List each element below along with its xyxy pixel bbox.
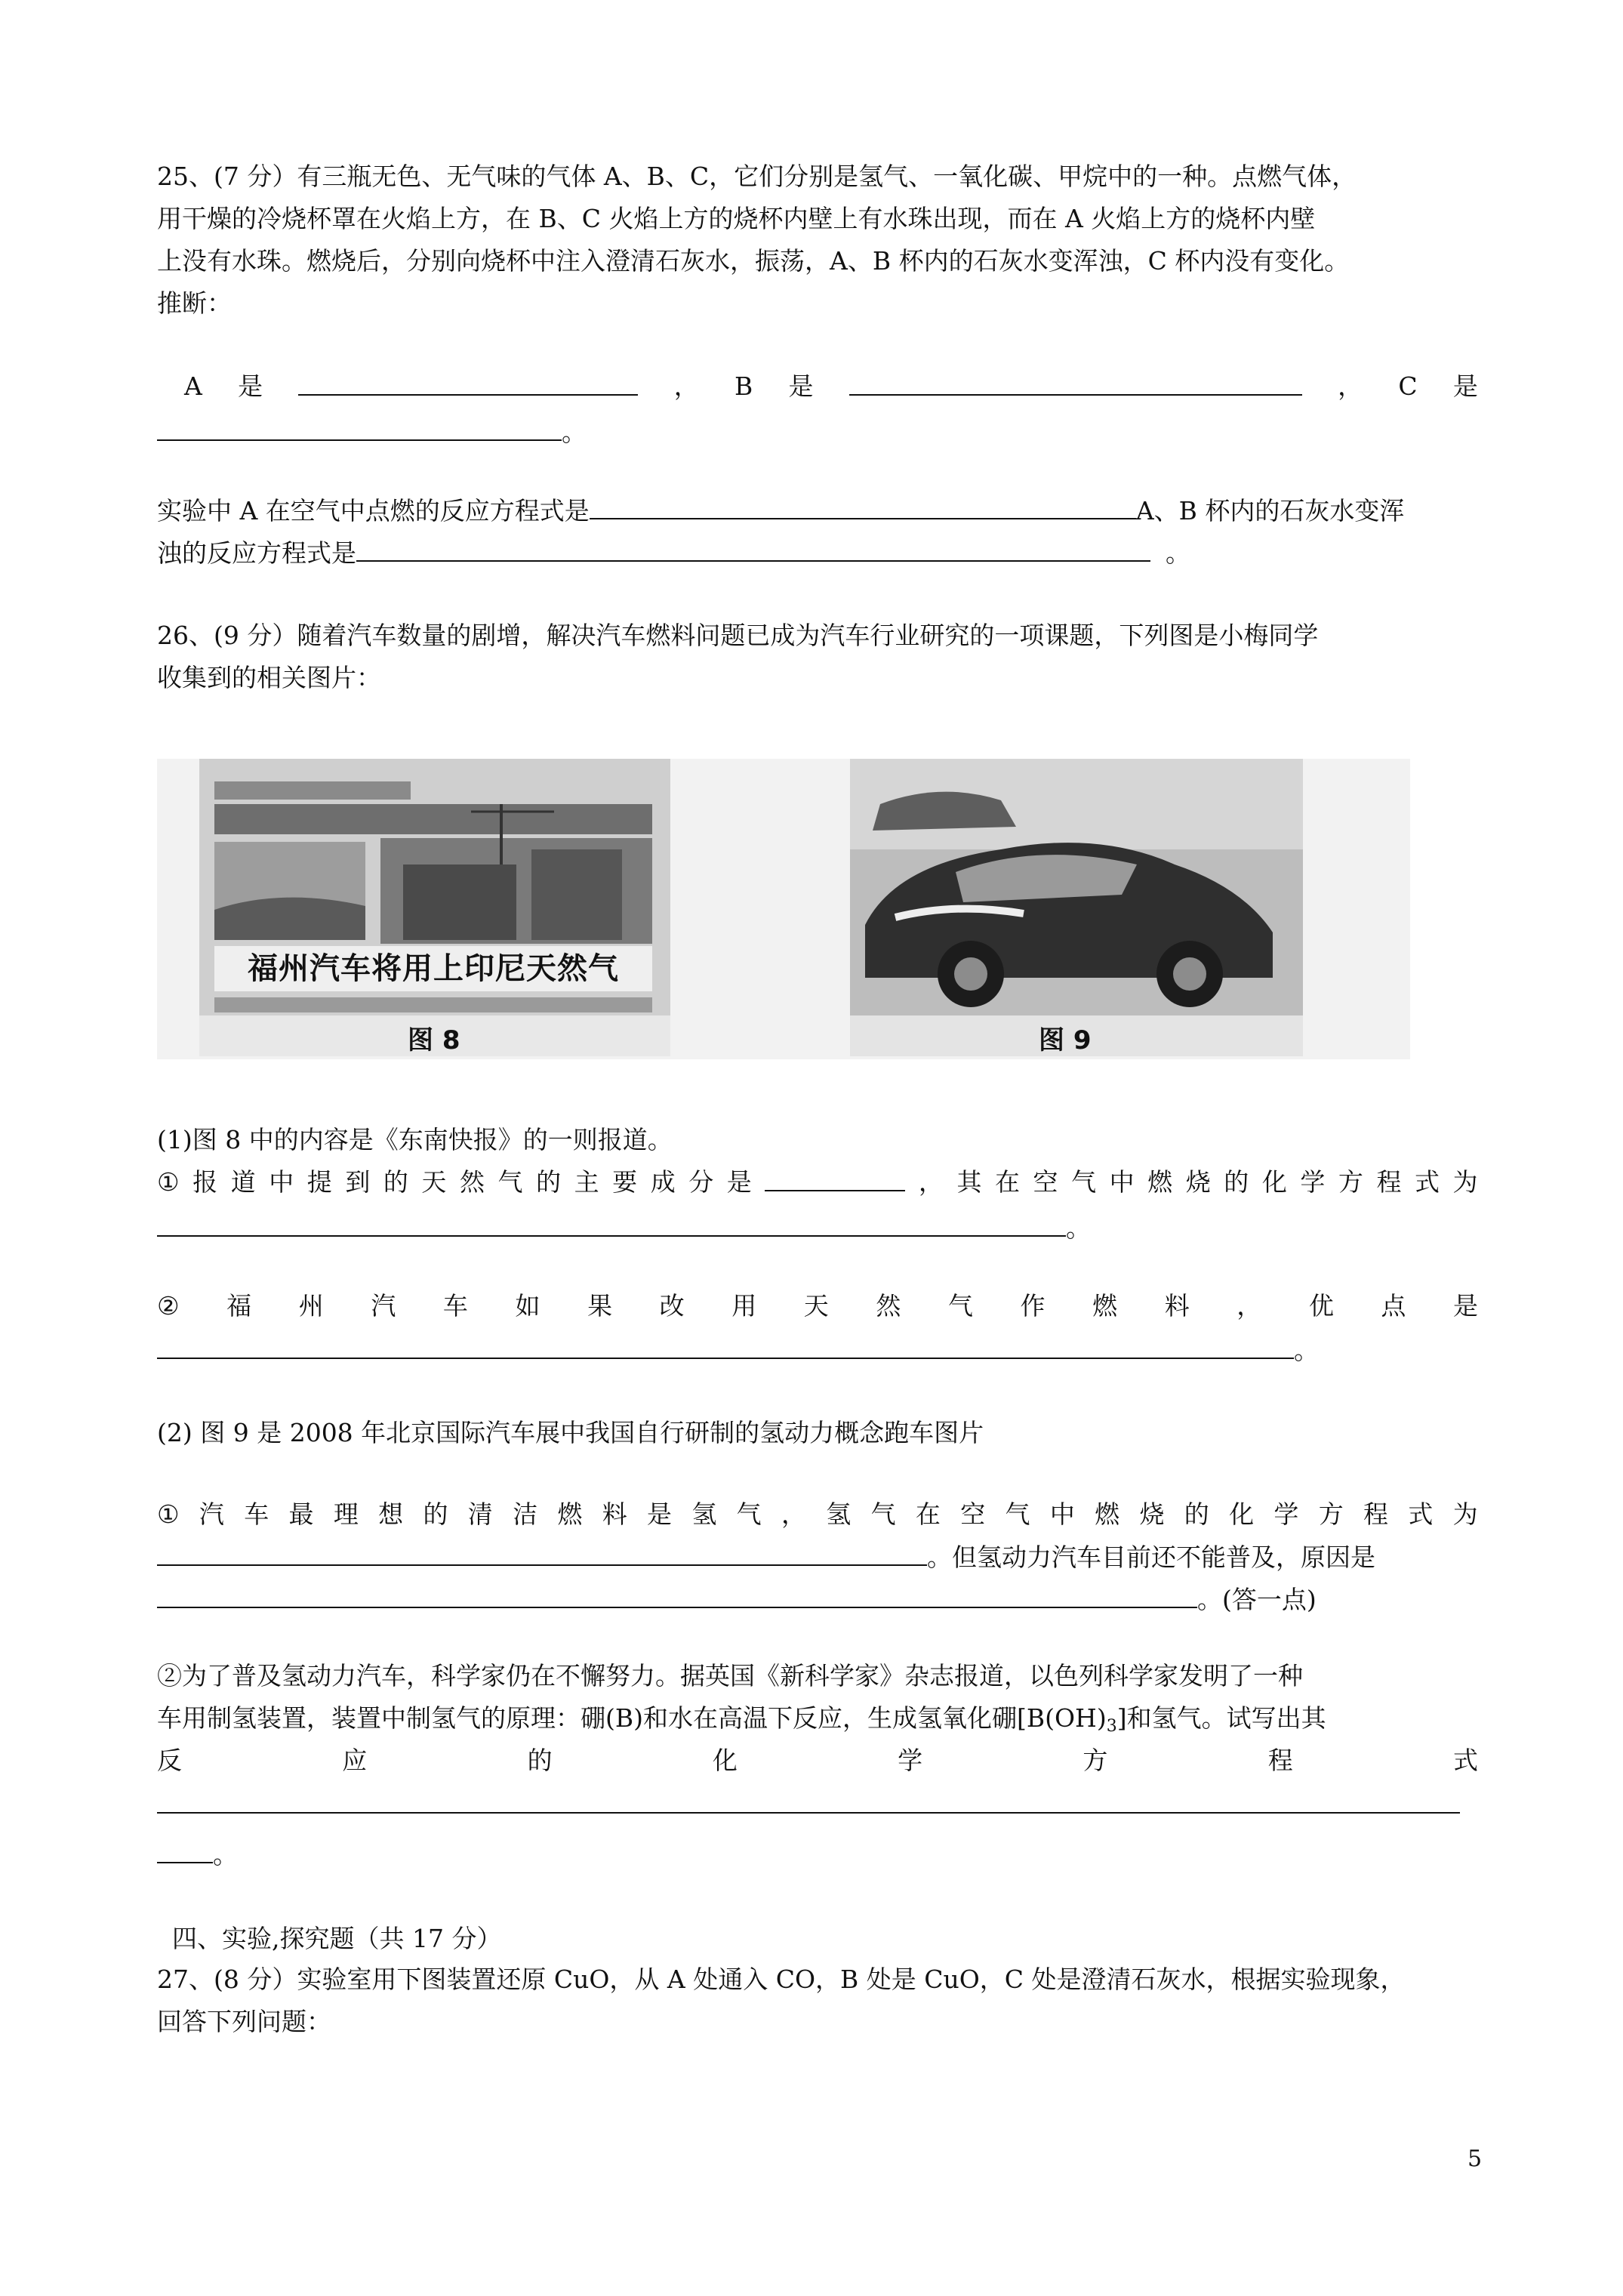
q26-part2-q1-row (157, 1499, 1478, 1530)
char: 反 (157, 1746, 182, 1775)
char: 中 (269, 1167, 294, 1197)
not-popular-prompt: 。但氢动力汽车目前还不能普及，原因是 (927, 1542, 1375, 1572)
char: 然 (459, 1167, 485, 1197)
char: 果 (587, 1291, 613, 1321)
char: 式 (1408, 1499, 1434, 1529)
page-number: 5 (1467, 2146, 1483, 2172)
char: 成 (650, 1167, 676, 1197)
q25-eq-row-1 (157, 495, 1404, 526)
label-b: B (734, 371, 753, 401)
comma: ， (1338, 371, 1363, 401)
char: 空 (960, 1499, 986, 1529)
period: 。 (562, 418, 587, 447)
char: 料 (602, 1499, 627, 1529)
char: 想 (378, 1499, 404, 1529)
label-c: C (1398, 371, 1418, 401)
boron-equation-blank-row (157, 1789, 1460, 1820)
char: 是 (1453, 1291, 1478, 1321)
figure-9-caption: 图 9 (1039, 1025, 1092, 1056)
label-a: A (184, 371, 202, 401)
eq-b-blank[interactable] (356, 538, 1150, 562)
char: 理 (333, 1499, 359, 1529)
char: ， (918, 1167, 944, 1197)
char: 为 (1452, 1499, 1478, 1529)
char: 氢 (826, 1499, 852, 1529)
char: 改 (659, 1291, 685, 1321)
char: 烧 (1185, 1167, 1211, 1197)
eq-a-blank[interactable] (590, 495, 1136, 519)
eq-end: 。 (1166, 538, 1190, 568)
char: 福 (226, 1291, 252, 1321)
boron-text-b: ]和氢气。试写出其 (1116, 1703, 1326, 1733)
char: 汽 (199, 1499, 224, 1529)
char: 洁 (513, 1499, 538, 1529)
eq-prompt-b: A、B 杯内的石灰水变浑 (1135, 496, 1405, 525)
char: 气 (497, 1167, 523, 1197)
eq-prompt-c: 浊的反应方程式是 (157, 538, 356, 568)
word-is: 是 (788, 371, 814, 401)
char: 气 (1071, 1167, 1097, 1197)
char: 用 (731, 1291, 757, 1321)
char: 气 (947, 1291, 973, 1321)
period: 。 (213, 1840, 238, 1869)
char: 程 (1376, 1167, 1402, 1197)
char: 在 (915, 1499, 941, 1529)
char: 的 (383, 1167, 408, 1197)
q26-part2-intro: (2) 图 9 是 2008 年北京国际汽车展中我国自行研制的氢动力概念跑车图片 (157, 1418, 984, 1447)
q26-line-2: 收集到的相关图片： (157, 663, 381, 692)
boron-text-a: 车用制氢装置，装置中制氢气的原理：硼(B)和水在高温下反应，生成氢氧化硼[B(OH) (157, 1703, 1107, 1733)
methane-equation-blank[interactable] (157, 1213, 1066, 1237)
char: 其 (956, 1167, 982, 1197)
char: 氢 (691, 1499, 717, 1529)
char: 在 (994, 1167, 1020, 1197)
char: 方 (1338, 1167, 1363, 1197)
char: ， (781, 1499, 806, 1529)
char: 燃 (1092, 1291, 1118, 1321)
q26-part2-q2-line2 (157, 1703, 1326, 1742)
char: 主 (574, 1167, 599, 1197)
subscript-3: 3 (1106, 1717, 1117, 1736)
char: 方 (1318, 1499, 1344, 1529)
char: 的 (527, 1746, 553, 1775)
newspaper-clipping-image (199, 759, 670, 1056)
boron-equation-blank[interactable] (157, 1789, 1460, 1814)
boron-equation-blank-end (157, 1839, 238, 1870)
char: 燃 (557, 1499, 583, 1529)
char: 程 (1267, 1746, 1293, 1775)
char: 到 (345, 1167, 371, 1197)
hydrogen-equation-blank[interactable] (157, 1542, 927, 1566)
q26-part2-q1-row3 (157, 1584, 1317, 1615)
q26-part1-intro: (1)图 8 中的内容是《东南快报》的一则报道。 (157, 1125, 673, 1154)
char: 汽 (371, 1291, 396, 1321)
char: 为 (1452, 1167, 1478, 1197)
q26-part1-q2-row (157, 1291, 1478, 1321)
eq-prompt-a: 实验中 A 在空气中点燃的反应方程式是 (157, 496, 590, 525)
reason-blank[interactable] (157, 1584, 1197, 1608)
char: 空 (1033, 1167, 1058, 1197)
answer-a-blank[interactable] (298, 371, 638, 396)
char: 清 (467, 1499, 493, 1529)
char: 的 (1224, 1167, 1249, 1197)
char: 报 (192, 1167, 218, 1197)
char: 气 (1005, 1499, 1030, 1529)
char: 州 (298, 1291, 324, 1321)
q25-line-1: 25、(7 分）有三瓶无色、无气味的气体 A、B、C，它们分别是氢气、一氧化碳、甲烷中的一种。点燃气体， (157, 162, 1357, 191)
char: 程 (1363, 1499, 1389, 1529)
concept-car-image (850, 759, 1303, 1056)
figure-8-newspaper-photo (199, 759, 670, 1056)
char: 分 (688, 1167, 714, 1197)
q25-c-row (157, 417, 587, 448)
char: ① (157, 1499, 180, 1529)
char: 气 (870, 1499, 896, 1529)
section-4-title: 四、实验,探究题（共 17 分） (172, 1924, 502, 1953)
q26-part2-q2-line1: ②为了普及氢动力汽车，科学家仍在不懈努力。据英国《新科学家》杂志报道，以色列科学家发明了一种 (157, 1661, 1303, 1690)
char: 学 (1273, 1499, 1299, 1529)
comma: ， (673, 371, 699, 401)
q26-part2-q1-row2 (157, 1542, 1375, 1573)
char: ② (157, 1291, 180, 1321)
boron-equation-blank-tail[interactable] (157, 1839, 213, 1863)
char: 优 (1308, 1291, 1334, 1321)
char: 式 (1452, 1746, 1478, 1775)
q26-part2-q2-line3 (157, 1746, 1478, 1776)
answer-one-note: 。(答一点) (1197, 1585, 1317, 1614)
figure-8-headline: 福州汽车将用上印尼天然气 (214, 946, 652, 991)
q26-part1-q1-blank-row (157, 1213, 1091, 1244)
char: 如 (515, 1291, 540, 1321)
q26-part1-q2-blank-row (157, 1335, 1319, 1366)
answer-b-blank[interactable] (849, 371, 1302, 396)
char: 天 (803, 1291, 829, 1321)
char: 的 (423, 1499, 448, 1529)
char: 学 (1300, 1167, 1326, 1197)
q27-line-2: 回答下列问题： (157, 2007, 331, 2036)
char: 是 (726, 1167, 752, 1197)
char: 学 (898, 1746, 923, 1775)
char: 最 (288, 1499, 314, 1529)
char: ① (157, 1167, 180, 1197)
figure-8-caption: 图 8 (408, 1025, 460, 1056)
q25-line-3: 上没有水珠。燃烧后，分别向烧杯中注入澄清石灰水，振荡，A、B 杯内的石灰水变浑浊，C 杯内没有变化。 (157, 246, 1350, 276)
word-is: 是 (238, 371, 263, 401)
figure-9-car-photo (850, 759, 1303, 1056)
char: 气 (736, 1499, 762, 1529)
word-is: 是 (1452, 371, 1478, 401)
period: 。 (1294, 1336, 1319, 1365)
char: 式 (1415, 1167, 1440, 1197)
q25-line-4: 推断： (157, 288, 232, 318)
char: 作 (1020, 1291, 1046, 1321)
char: 烧 (1139, 1499, 1165, 1529)
char: 点 (1381, 1291, 1406, 1321)
char: 料 (1164, 1291, 1190, 1321)
char: 道 (230, 1167, 256, 1197)
char: 车 (244, 1499, 269, 1529)
char: 化 (1261, 1167, 1287, 1197)
char: 是 (647, 1499, 673, 1529)
char: 燃 (1095, 1499, 1120, 1529)
char: 要 (612, 1167, 638, 1197)
q27-line-1: 27、(8 分）实验室用下图装置还原 CuO，从 A 处通入 CO，B 处是 CuO，C 处是澄清石灰水，根据实验现象， (157, 1965, 1406, 1994)
advantage-blank[interactable] (157, 1335, 1294, 1359)
q26-line-1: 26、(9 分）随着汽车数量的剧增，解决汽车燃料问题已成为汽车行业研究的一项课题，下列图是小梅同学 (157, 621, 1319, 650)
char: ， (1236, 1291, 1262, 1321)
photo-figures (157, 759, 1410, 1059)
answer-c-blank[interactable] (157, 417, 562, 441)
char: 化 (1229, 1499, 1255, 1529)
char: 方 (1083, 1746, 1108, 1775)
char: 应 (342, 1746, 368, 1775)
period: 。 (1066, 1213, 1091, 1243)
char: 燃 (1147, 1167, 1173, 1197)
q25-abc-row (157, 371, 1478, 402)
char: 提 (306, 1167, 332, 1197)
char: 天 (421, 1167, 447, 1197)
q26-part1-q1-row (157, 1167, 1478, 1197)
q25-eq-row-2 (157, 538, 1190, 569)
char: 中 (1109, 1167, 1135, 1197)
char: 化 (712, 1746, 738, 1775)
char: 的 (1184, 1499, 1209, 1529)
q25-line-2: 用干燥的冷烧杯罩在火焰上方，在 B、C 火焰上方的烧杯内壁上有水珠出现，而在 A 火焰上方的烧杯内壁 (157, 204, 1316, 233)
char: 然 (876, 1291, 901, 1321)
char: 的 (536, 1167, 562, 1197)
char: 车 (442, 1291, 468, 1321)
main-component-blank[interactable] (765, 1167, 905, 1191)
char: 中 (1049, 1499, 1075, 1529)
